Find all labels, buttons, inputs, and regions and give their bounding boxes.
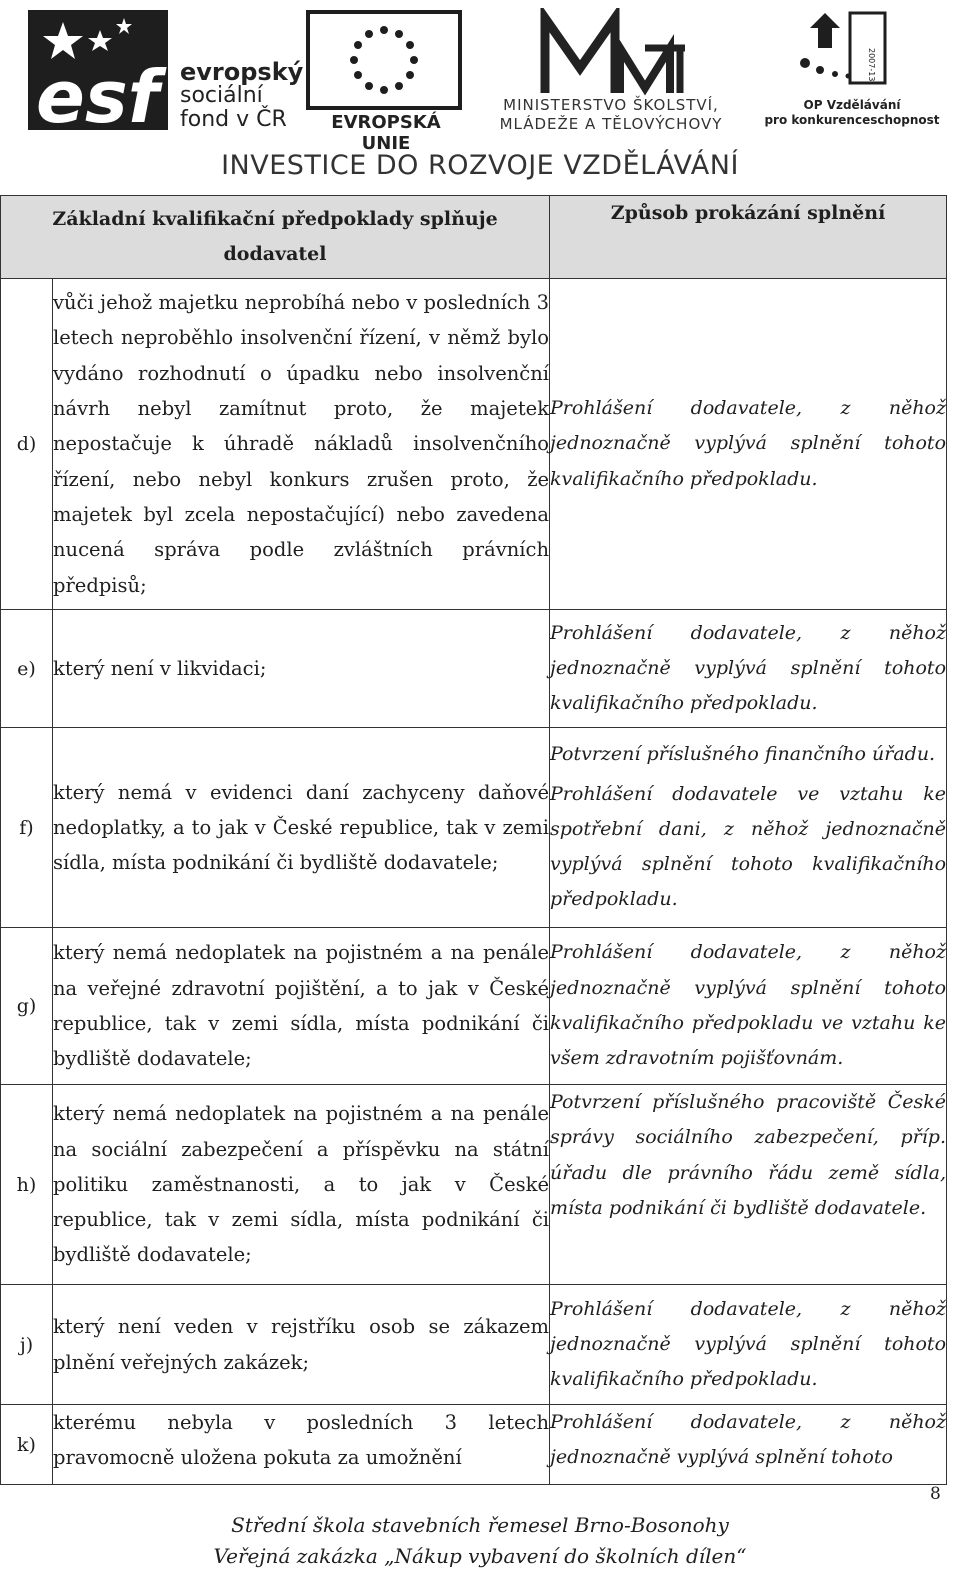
msmt-line-1: MINISTERSTVO ŠKOLSTVÍ, — [503, 96, 719, 114]
eu-stars-icon — [350, 26, 418, 94]
op-line-1: OP Vzdělávání — [803, 98, 901, 112]
esf-line-2: sociální — [180, 83, 263, 108]
esf-logo — [28, 10, 168, 130]
page-footer — [0, 1510, 960, 1572]
esf-caption — [180, 60, 303, 132]
table-row — [1, 610, 947, 728]
msmt-logo — [540, 8, 690, 98]
investice-slogan: INVESTICE DO ROZVOJE VZDĚLÁVÁNÍ — [221, 150, 739, 181]
table-row — [1, 1405, 947, 1485]
eu-label: EVROPSKÁ UNIE — [331, 112, 441, 154]
page-number: 8 — [930, 1484, 941, 1504]
table-row — [1, 928, 947, 1085]
proof-cell — [550, 728, 947, 928]
msmt-caption — [476, 96, 746, 134]
column-header-proof: Způsob prokázání splnění — [550, 196, 947, 279]
row-letter: f) — [1, 728, 53, 928]
requirement-text: kterému nebyla v posledních 3 letech pravomocně uložena pokuta za umožnění — [53, 1405, 550, 1485]
table-row — [1, 1085, 947, 1285]
requirement-text: který není v likvidaci; — [53, 610, 550, 728]
proof-text-2: Prohlášení dodavatele ve vztahu ke spotřební dani, z něhož jednoznačně vyplývá splnění tohoto kvalifikačního předpokladu. — [550, 782, 947, 911]
row-letter: k) — [1, 1405, 53, 1485]
row-letter: h) — [1, 1085, 53, 1285]
footer-line-2: Veřejná zakázka „Nákup vybavení do školních dílen“ — [213, 1544, 747, 1568]
requirement-text: který nemá nedoplatek na pojistném a na penále na sociální zabezpečení a příspěvku na státní politiku zaměstnanosti, a to jak v České republice, tak v zemi sídla, místa podnikání či bydliště dodavatele; — [53, 1085, 550, 1285]
proof-text: Potvrzení příslušného finančního úřadu. — [550, 743, 936, 766]
op-caption — [752, 98, 952, 128]
table-row — [1, 279, 947, 610]
eu-flag — [306, 10, 462, 110]
qualification-table — [0, 195, 947, 1485]
requirement-text: který není veden v rejstříku osob se zákazem plnění veřejných zakázek; — [53, 1285, 550, 1405]
esf-line-3: fond v ČR — [180, 107, 287, 132]
msmt-line-2: MLÁDEŽE A TĚLOVÝCHOVY — [499, 115, 723, 133]
op-logo — [790, 8, 900, 90]
row-letter: g) — [1, 928, 53, 1085]
row-letter: e) — [1, 610, 53, 728]
footer-line-1: Střední škola stavebních řemesel Brno-Bosonohy — [231, 1513, 729, 1537]
table-row — [1, 728, 947, 928]
proof-text: Potvrzení příslušného pracoviště České správy sociálního zabezpečení, příp. úřadu dle právního řádu země sídla, místa podnikání či bydliště dodavatele. — [550, 1085, 947, 1285]
requirement-text: který nemá v evidenci daní zachyceny daňové nedoplatky, a to jak v České republice, tak v zemi sídla, místa podnikání či bydliště dodavatele; — [53, 728, 550, 928]
row-letter: d) — [1, 279, 53, 610]
esf-line-1: evropský — [180, 58, 304, 86]
svg-text:esf: esf — [36, 55, 160, 130]
requirement-text: který nemá nedoplatek na pojistném a na penále na veřejné zdravotní pojištění, a to jak v České republice, tak v zemi sídla, místa podnikání či bydliště dodavatele; — [53, 928, 550, 1085]
proof-text: Prohlášení dodavatele, z něhož jednoznačně vyplývá splnění tohoto kvalifikačního předpokladu. — [550, 279, 947, 610]
proof-text: Prohlášení dodavatele, z něhož jednoznačně vyplývá splnění tohoto — [550, 1405, 947, 1485]
proof-text: Prohlášení dodavatele, z něhož jednoznačně vyplývá splnění tohoto kvalifikačního předpokladu ve vztahu ke všem zdravotním pojišťovnám. — [550, 928, 947, 1085]
requirement-text: vůči jehož majetku neprobíhá nebo v posledních 3 letech neproběhlo insolvenční řízení, v němž bylo vydáno rozhodnutí o úpadku nebo insolvenční návrh nebyl zamítnut proto, že majetek nepostačuje k úhradě nákladů insolvenčního řízení, nebo nebyl konkurs zrušen proto, že majetek byl zcela nepostačující) nebo zavedena nucená správa podle zvláštních právních předpisů; — [53, 279, 550, 610]
proof-text: Prohlášení dodavatele, z něhož jednoznačně vyplývá splnění tohoto kvalifikačního předpokladu. — [550, 610, 947, 728]
table-header-row — [1, 196, 947, 279]
op-line-2: pro konkurenceschopnost — [764, 113, 940, 127]
column-header-requirements: Základní kvalifikační předpoklady splňuje dodavatel — [1, 196, 550, 279]
table-row — [1, 1285, 947, 1405]
svg-text:2007-13: 2007-13 — [867, 48, 876, 82]
row-letter: j) — [1, 1285, 53, 1405]
proof-text: Prohlášení dodavatele, z něhož jednoznačně vyplývá splnění tohoto kvalifikačního předpokladu. — [550, 1285, 947, 1405]
header-banner — [0, 0, 960, 190]
